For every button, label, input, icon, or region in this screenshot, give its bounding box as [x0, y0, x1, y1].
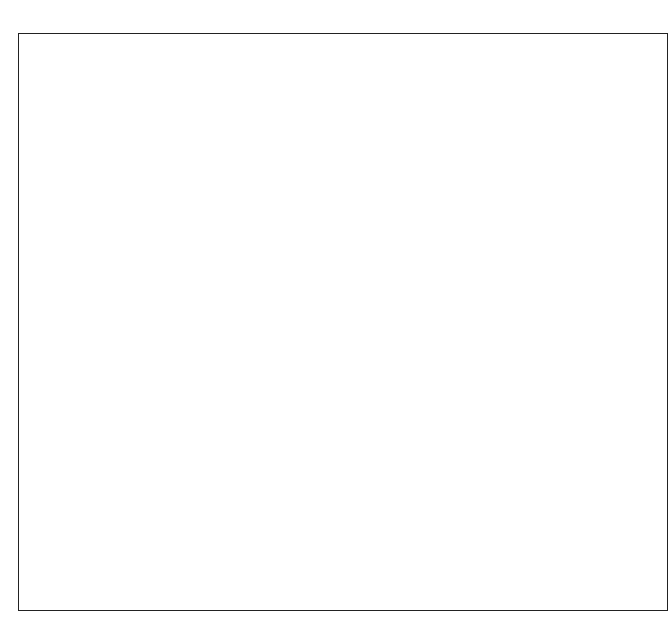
data-table-frame [18, 33, 668, 611]
